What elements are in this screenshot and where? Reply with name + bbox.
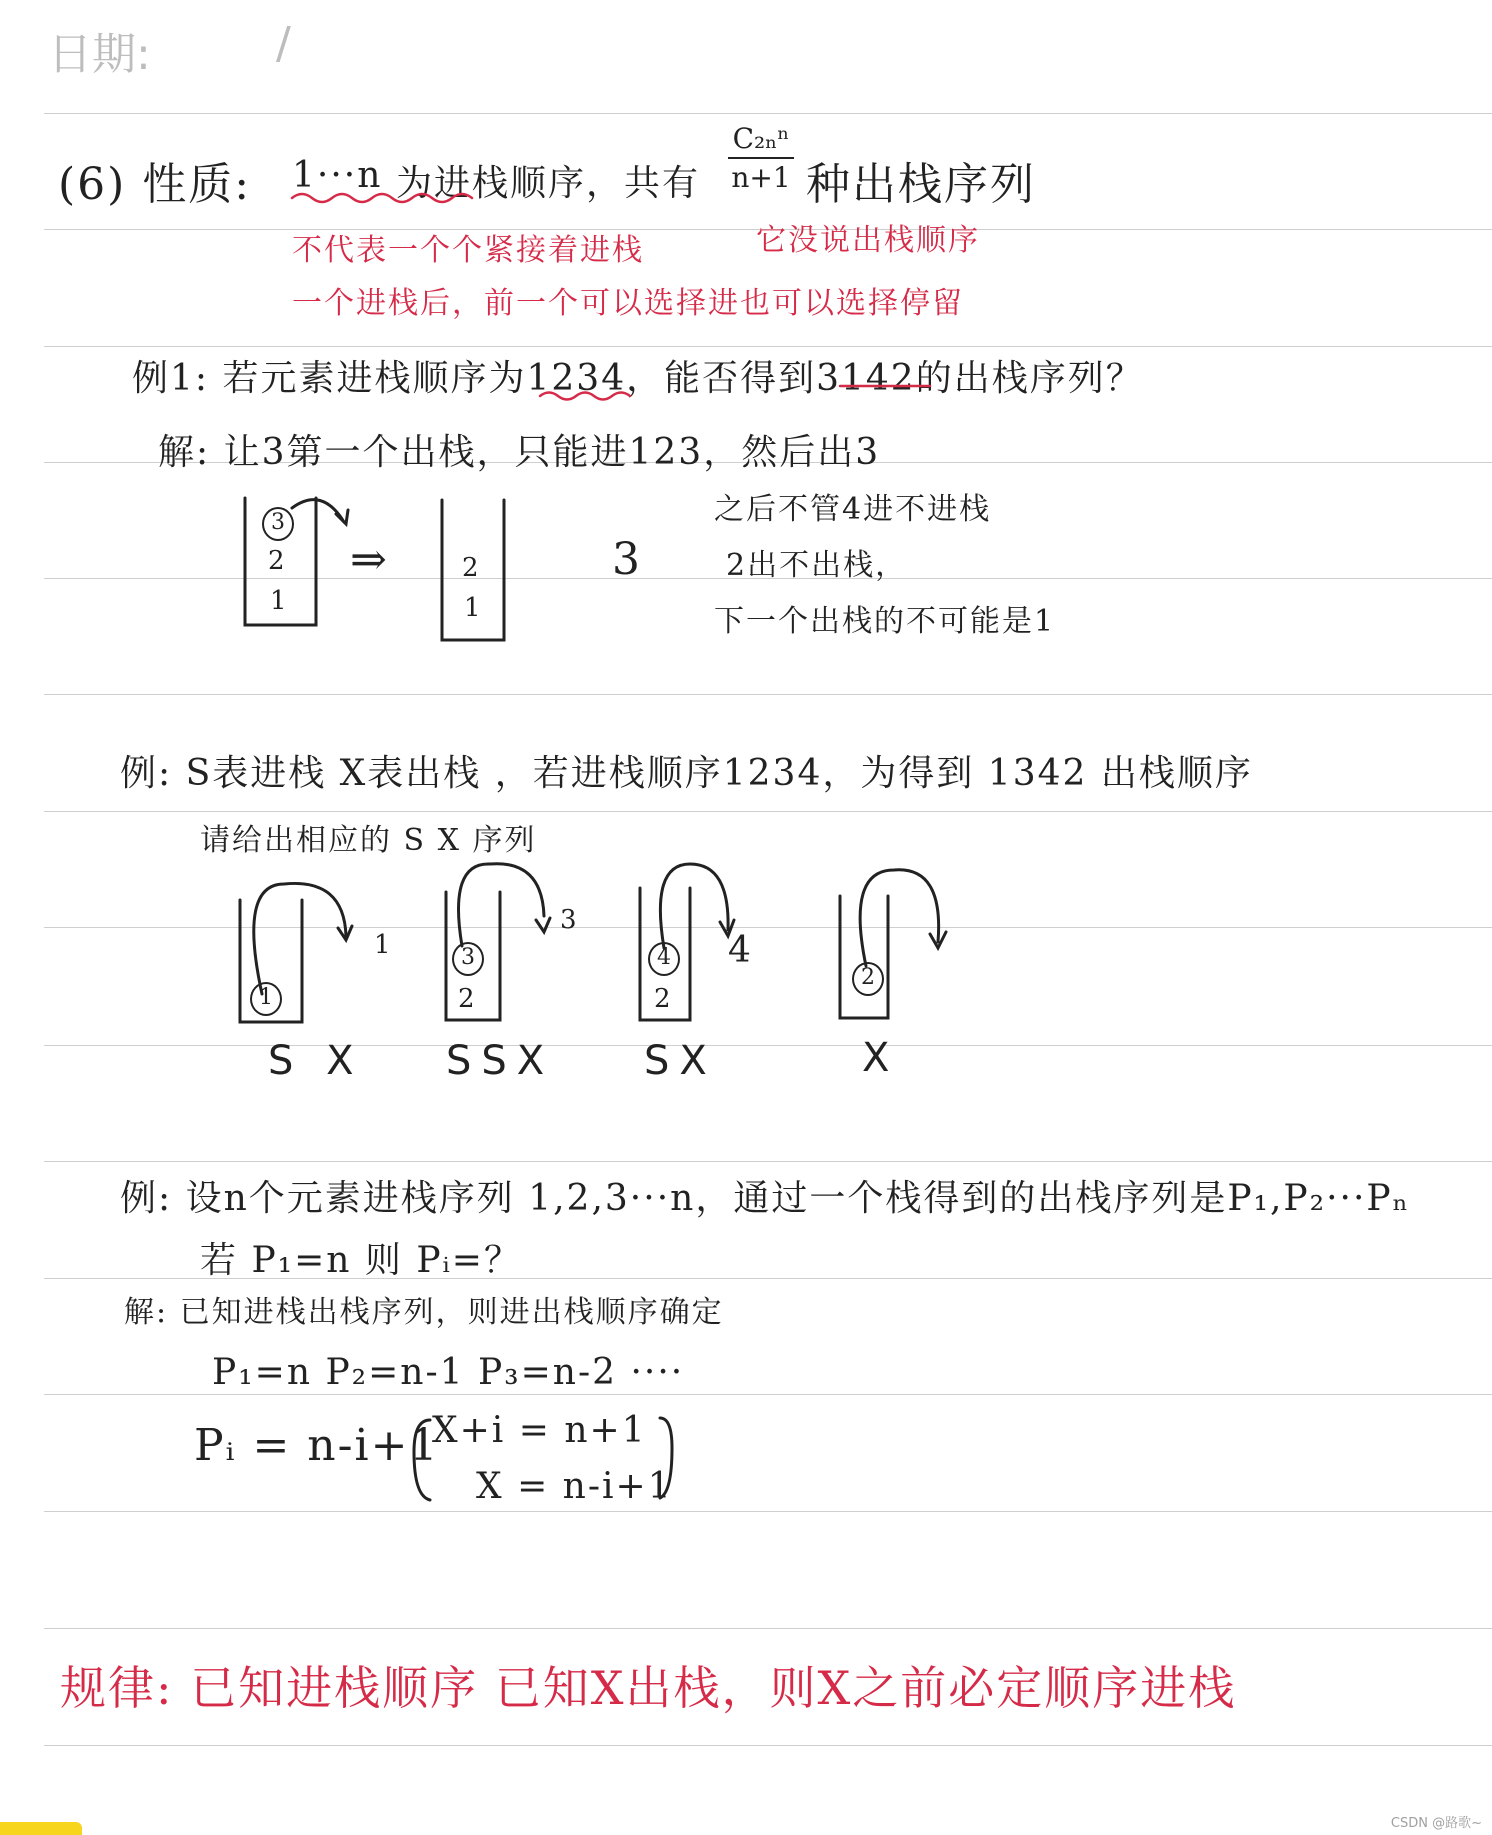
example1-note: 之后不管4进不进栈 xyxy=(714,492,992,527)
example3-solution: 解: 已知进栈出栈序列，则进出栈顺序确定 xyxy=(124,1295,724,1330)
example3-question2: 若 P₁=n 则 Pᵢ=？ xyxy=(200,1240,522,1281)
stack-b-item: 1 xyxy=(464,593,481,623)
stack-item: 2 xyxy=(458,984,475,1014)
example3-line2: Pᵢ = n-i+1 xyxy=(194,1420,440,1471)
date-label: 日期: xyxy=(48,29,151,80)
example3-line1: P₁=n P₂=n-1 P₃=n-2 ···· xyxy=(212,1352,685,1393)
red-note-2: 它没说出栈顺序 xyxy=(756,223,980,258)
ops-sequence: SX xyxy=(644,1038,717,1084)
stack-output: 3 xyxy=(560,905,577,935)
red-note-3: 一个进栈后，前一个可以选择进也可以选择停留 xyxy=(292,286,964,321)
stack-item-circled: 2 xyxy=(852,962,884,996)
stack-output: 1 xyxy=(374,930,391,960)
pop-path xyxy=(254,883,346,994)
stack-item: 2 xyxy=(654,984,671,1014)
pop-path xyxy=(660,864,728,948)
stack-a-item: 1 xyxy=(270,586,287,616)
date-slash: / xyxy=(276,18,291,69)
example3-question: 例: 设n个元素进栈序列 1,2,3···n，通过一个栈得到的出栈序列是P₁,P₂···Pₙ xyxy=(120,1178,1411,1219)
stack-b-item: 2 xyxy=(462,553,479,583)
example1-solution: 解: 让3第一个出栈，只能进123，然后出3 xyxy=(158,432,881,473)
stack-output: 4 xyxy=(728,930,753,971)
property-range: 1···n xyxy=(292,155,383,196)
ops-sequence: S X xyxy=(268,1038,364,1084)
example1-output: 3 xyxy=(612,534,642,585)
stack-item-circled: 3 xyxy=(452,942,484,976)
implies-arrow: ⇒ xyxy=(350,534,389,585)
wavy-underline xyxy=(292,194,472,202)
fraction-numerator: C₂ₙⁿ xyxy=(728,122,794,159)
stack-outline xyxy=(446,892,500,1020)
stack-a-top: 3 xyxy=(262,507,294,541)
csdn-watermark: CSDN @路歌~ xyxy=(1390,1816,1482,1831)
pop-arrow xyxy=(292,500,344,522)
right-brace xyxy=(660,1418,672,1498)
stack-outline xyxy=(240,900,302,1022)
stack-item-circled: 1 xyxy=(250,982,282,1016)
example1-note: 下一个出栈的不可能是1 xyxy=(714,604,1056,639)
stack-item-circled: 4 xyxy=(648,942,680,976)
stack-outline xyxy=(640,888,690,1020)
stack-a-item: 2 xyxy=(268,546,285,576)
property-text2: 种出栈序列 xyxy=(806,159,1036,210)
ops-sequence: X xyxy=(862,1035,900,1081)
fraction-denominator: n+1 xyxy=(731,161,791,194)
example2-question2: 请给出相应的 S X 序列 xyxy=(200,823,537,858)
pop-arrow-head xyxy=(536,918,550,932)
example1-note: 2出不出栈， xyxy=(726,548,908,583)
left-brace xyxy=(414,1420,430,1500)
ops-sequence: SSX xyxy=(446,1038,555,1084)
brace-eq-1: X+i = n+1 xyxy=(432,1410,647,1451)
property-prefix: (6) 性质: xyxy=(58,159,252,210)
pop-path xyxy=(860,870,939,966)
example1-question: 例1: 若元素进栈顺序为1234，能否得到3142的出栈序列？ xyxy=(132,358,1144,399)
page-tab xyxy=(0,1822,82,1835)
wavy-underline xyxy=(540,393,630,400)
brace-eq-2: X = n-i+1 xyxy=(476,1466,673,1507)
rule-summary: 规律: 已知进栈顺序 已知X出栈，则X之前必定顺序进栈 xyxy=(60,1661,1237,1715)
red-note-1: 不代表一个个紧接着进栈 xyxy=(292,233,644,268)
example2-question: 例: S表进栈 X表出栈 ，若进栈顺序1234，为得到 1342 出栈顺序 xyxy=(120,753,1253,794)
property-text1: 为进栈顺序，共有 xyxy=(396,163,701,204)
stack-b-outline xyxy=(442,500,504,640)
stack-a-outline xyxy=(245,498,316,625)
